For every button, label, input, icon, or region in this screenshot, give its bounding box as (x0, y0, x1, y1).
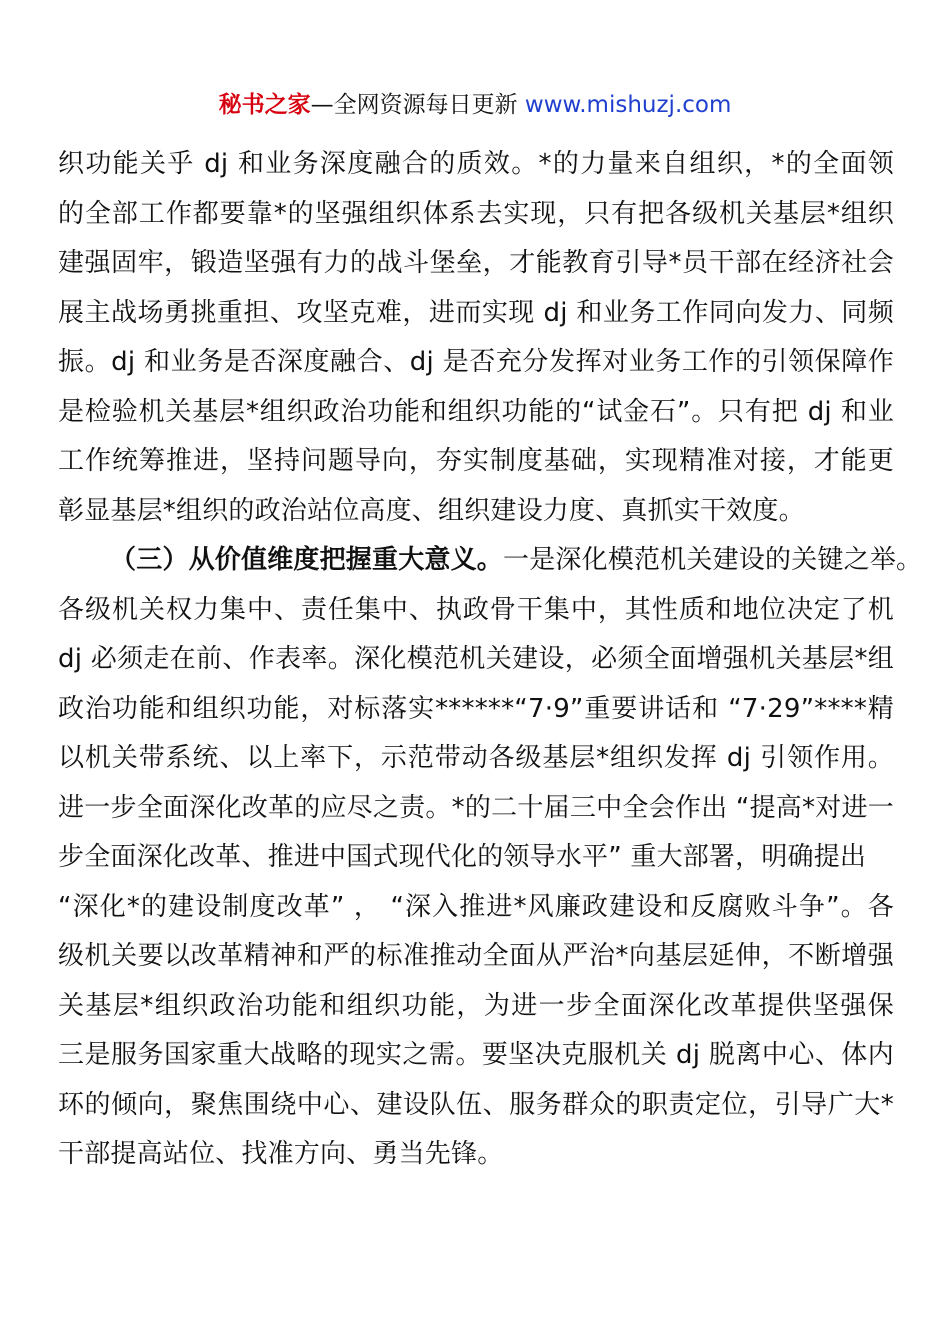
paragraph-line: 振。dj 和业务是否深度融合、dj 是否充分发挥对业务工作的引领保障作 (58, 347, 894, 377)
paragraph-line: 是检验机关基层*组织政治功能和组织功能的“试金石”。只有把 dj 和业 (58, 396, 894, 427)
paragraph-line: 政治功能和组织功能，对标落实******“7·9”重要讲话和 “7·29”****精 (58, 693, 894, 724)
paragraph-line: 工作统筹推进，坚持问题导向，夯实制度基础，实现精准对接，才能更 (58, 446, 894, 476)
paragraph-line: 织功能关乎 dj 和业务深度融合的质效。*的力量来自组织，*的全面领 (58, 149, 894, 179)
paragraph-line: 步全面深化改革、推进中国式现代化的领导水平” 重大部署，明确提出 (58, 842, 867, 872)
paragraph-line: 的全部工作都要靠*的坚强组织体系去实现，只有把各级机关基层*组织 (58, 198, 894, 229)
paragraph-line: 级机关要以改革精神和严的标准推动全面从严治*向基层延伸，不断增强 (58, 941, 894, 971)
paragraph-line: 环的倾向，聚焦围绕中心、建设队伍、服务群众的职责定位，引导广大* (58, 1089, 894, 1120)
site-url-link[interactable]: www.mishuzj.com (524, 92, 732, 118)
paragraph-line: 建强固牢，锻造坚强有力的战斗堡垒，才能教育引导*员干部在经济社会 (58, 248, 894, 278)
paragraph-line: 彰显基层*组织的政治站位高度、组织建设力度、真抓实干效度。 (58, 495, 805, 526)
site-brand: 秘书之家 (218, 92, 311, 118)
site-tagline: —全网资源每日更新 (310, 92, 525, 118)
paragraph-line: 进一步全面深化改革的应尽之责。*的二十届三中全会作出 “提高*对进一 (58, 792, 894, 823)
section-3-first-text: 一是深化模范机关建设的关键之举。 (503, 545, 923, 575)
paragraph-line: 三是服务国家重大战略的现实之需。要坚决克服机关 dj 脱离中心、体内 (58, 1040, 894, 1070)
paragraph-line: “深化*的建设制度改革” ， “深入推进*风廉政建设和反腐败斗争”。各 (58, 891, 894, 922)
section-3-heading: （三）从价值维度把握重大意义。 (110, 545, 504, 575)
page-header (0, 88, 950, 122)
document-body (58, 140, 923, 1180)
paragraph-line: dj 必须走在前、作表率。深化模范机关建设，必须全面增强机关基层*组 (58, 644, 894, 674)
paragraph-line: 各级机关权力集中、责任集中、执政骨干集中，其性质和地位决定了机 (58, 594, 894, 625)
paragraph-line: 以机关带系统、以上率下，示范带动各级基层*组织发挥 dj 引领作用。 (58, 743, 894, 773)
paragraph-line: 展主战场勇挑重担、攻坚克难，进而实现 dj 和业务工作同向发力、同频 (58, 297, 894, 328)
paragraph-line: 关基层*组织政治功能和组织功能，为进一步全面深化改革提供坚强保 (58, 990, 894, 1021)
paragraph-line: 干部提高站位、找准方向、勇当先锋。 (58, 1139, 504, 1169)
section-3-first-line (58, 536, 923, 586)
